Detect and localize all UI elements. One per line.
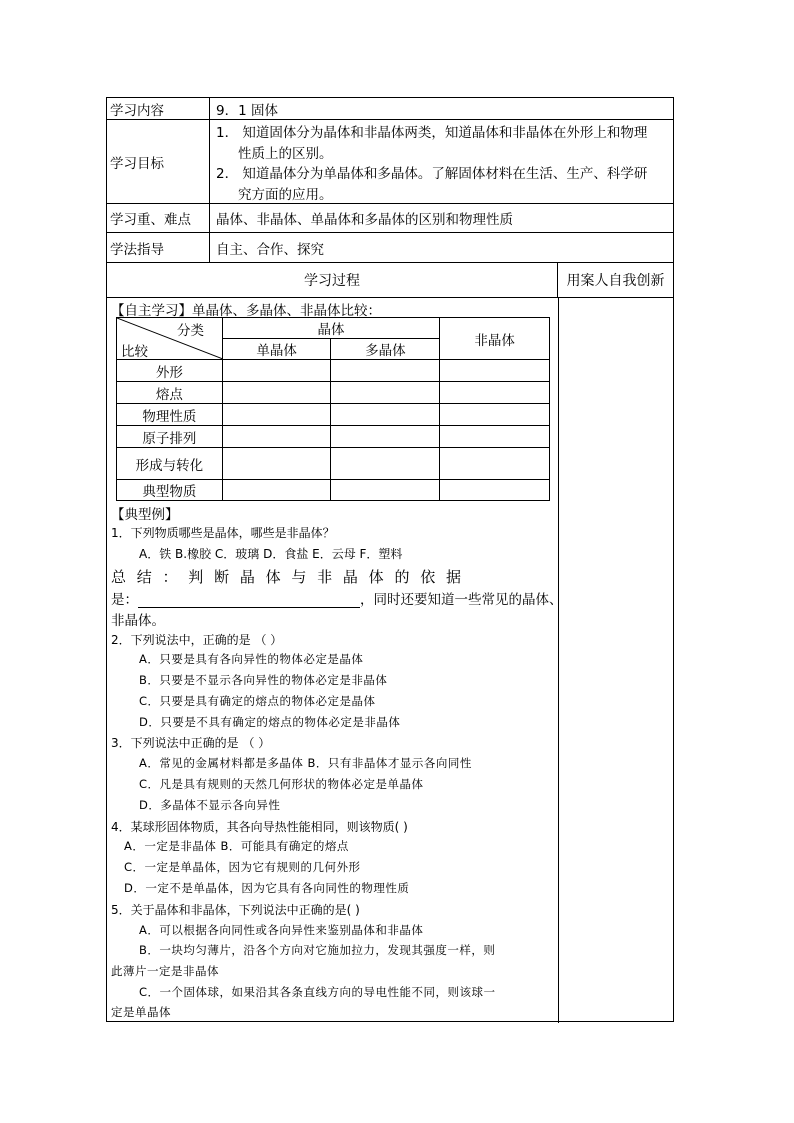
goal-2a: 2． 知道晶体分为单晶体和多晶体。了解固体材料在生活、生产、科学研 bbox=[216, 166, 648, 182]
content-value: 9．1 固体 bbox=[216, 102, 278, 119]
goal-1a: 1． 知道固体分为晶体和非晶体两类，知道晶体和非晶体在外形上和物理 bbox=[216, 125, 648, 141]
row-label: 形成与转化 bbox=[117, 448, 223, 480]
examples-title: 【典型例】 bbox=[111, 507, 179, 523]
diag-bottom-label: 比较 bbox=[121, 344, 148, 360]
row-label: 熔点 bbox=[117, 382, 223, 404]
summary-answer-line: 是： ，同时还要知道一些常见的晶体、 bbox=[111, 592, 563, 608]
goal-1b: 性质上的区别。 bbox=[238, 146, 333, 162]
diag-top-label: 分类 bbox=[177, 323, 204, 339]
goal-content bbox=[210, 120, 673, 203]
q4-option-d: D．一定不是单晶体，因为它具有各向同性的物理性质 bbox=[124, 881, 410, 895]
q2-option-b: B．只要是不显示各向异性的物体必定是非晶体 bbox=[139, 673, 388, 687]
comparison-table bbox=[116, 317, 550, 501]
q5-option-c-line1: C．一个固体球，如果沿其各条直线方向的导电性能不同，则该球一 bbox=[139, 985, 496, 999]
goal-label: 学习目标 bbox=[107, 120, 210, 203]
method-label: 学法指导 bbox=[107, 233, 210, 262]
diagonal-header-cell bbox=[117, 318, 223, 360]
key-label: 学习重、难点 bbox=[107, 204, 210, 232]
question-1: 1．下列物质哪些是晶体，哪些是非晶体？ bbox=[111, 526, 335, 540]
question-5: 5．关于晶体和非晶体，下列说法中正确的是( ) bbox=[111, 903, 360, 917]
goal-2b: 究方面的应用。 bbox=[238, 187, 333, 203]
summary-line: 总 结 ： 判 断 晶 体 与 非 晶 体 的 依 据 bbox=[111, 568, 464, 586]
row-label: 物理性质 bbox=[117, 404, 223, 426]
question-2: 2．下列说法中，正确的是 （ ） bbox=[111, 633, 283, 647]
key-value: 晶体、非晶体、单晶体和多晶体的区别和物理性质 bbox=[216, 212, 513, 228]
q5-option-a: A．可以根据各向同性或各向异性来鉴别晶体和非晶体 bbox=[139, 923, 424, 937]
q2-option-d: D．只要是不具有确定的熔点的物体必定是非晶体 bbox=[139, 715, 401, 729]
summary-end: 非晶体。 bbox=[111, 613, 165, 629]
key-row bbox=[107, 204, 673, 233]
method-value: 自主、合作、探究 bbox=[216, 241, 324, 258]
goal-row bbox=[107, 120, 673, 204]
row-label: 典型物质 bbox=[117, 480, 223, 501]
process-title: 学习过程 bbox=[107, 263, 558, 297]
method-row bbox=[107, 233, 673, 263]
q5-option-b-line1: B．一块均匀薄片，沿各个方向对它施加拉力，发现其强度一样，则 bbox=[139, 943, 496, 957]
innovation-title: 用案人自我创新 bbox=[566, 273, 665, 289]
q3-option-c: C．凡是具有规则的天然几何形状的物体必定是单晶体 bbox=[139, 777, 424, 791]
q5-option-b-line2: 此薄片一定是非晶体 bbox=[111, 964, 219, 978]
row-label: 原子排列 bbox=[117, 426, 223, 448]
answer-blank[interactable] bbox=[138, 593, 360, 608]
single-crystal-header: 单晶体 bbox=[222, 339, 331, 360]
q2-option-a: A．只要是具有各向异性的物体必定是晶体 bbox=[139, 652, 364, 666]
question-4: 4．某球形固体物质，其各向导热性能相同，则该物质( ) bbox=[111, 820, 408, 834]
q3-option-ab: A．常见的金属材料都是多晶体 B．只有非晶体才显示各向同性 bbox=[139, 756, 472, 770]
row-label: 外形 bbox=[117, 360, 223, 382]
question-3: 3．下列说法中正确的是 （ ） bbox=[111, 736, 271, 750]
column-divider bbox=[558, 298, 559, 1023]
q4-option-c: C．一定是单晶体，因为它有规则的几何外形 bbox=[124, 860, 361, 874]
amorphous-header: 非晶体 bbox=[440, 318, 550, 360]
question-1-options: A．铁 B.橡胶 C．玻璃 D．食盐 E．云母 F．塑料 bbox=[139, 547, 403, 561]
q4-option-ab: A．一定是非晶体 B．可能具有确定的熔点 bbox=[124, 839, 349, 853]
q3-option-d: D．多晶体不显示各向异性 bbox=[139, 798, 281, 812]
content-row bbox=[107, 98, 673, 120]
poly-crystal-header: 多晶体 bbox=[331, 339, 440, 360]
q5-option-c-line2: 定是单晶体 bbox=[111, 1005, 171, 1019]
crystal-header: 晶体 bbox=[222, 318, 439, 339]
content-label: 学习内容 bbox=[107, 98, 210, 119]
self-study-heading: 【自主学习】单晶体、多晶体、非晶体比较： bbox=[111, 303, 381, 319]
q2-option-c: C．只要是具有确定的熔点的物体必定是晶体 bbox=[139, 694, 376, 708]
process-header-row bbox=[107, 263, 673, 298]
